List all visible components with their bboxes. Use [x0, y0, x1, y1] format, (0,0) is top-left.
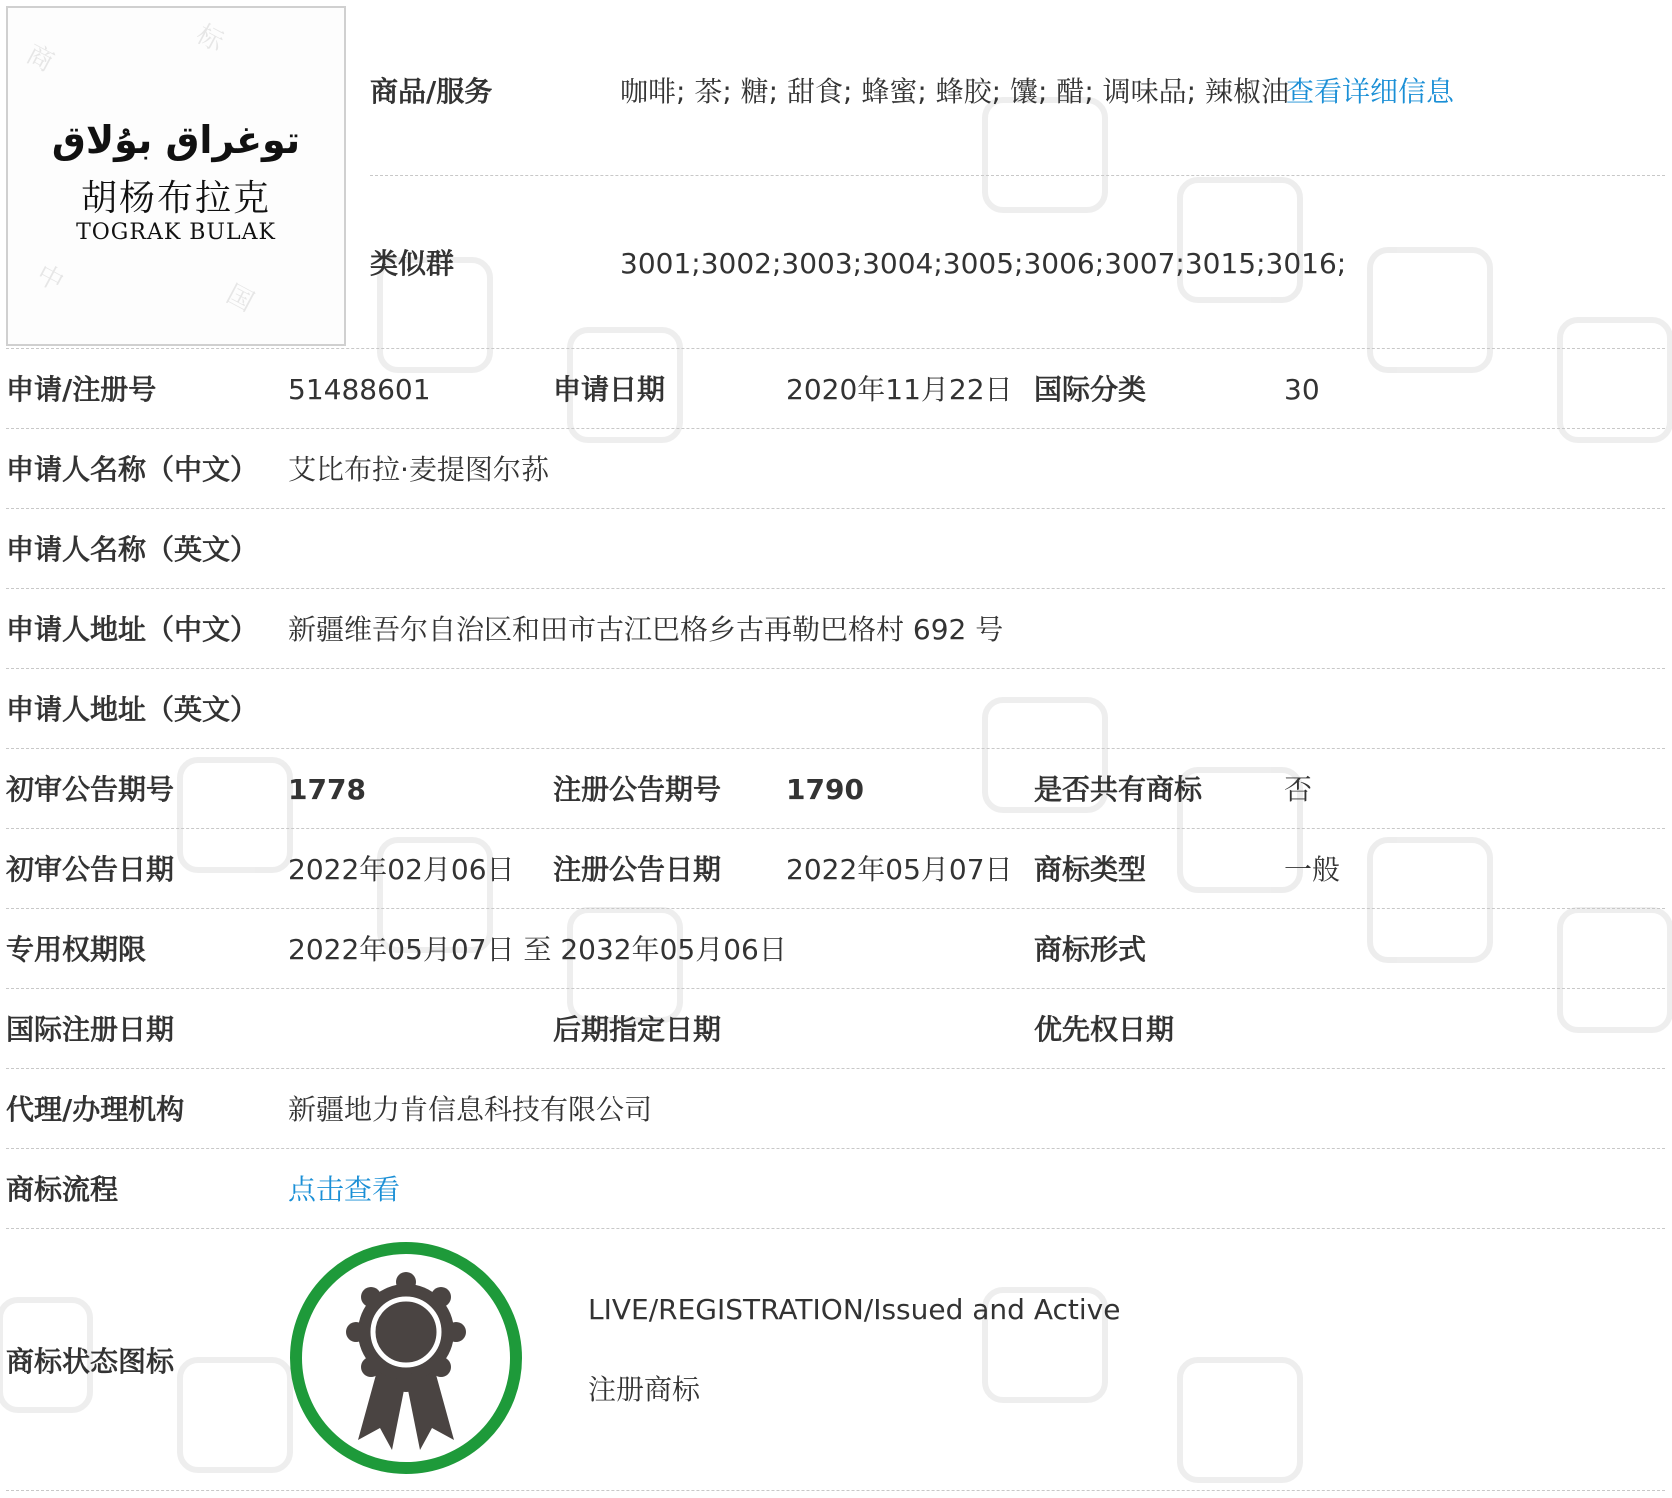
- reg-date-label: 注册公告日期: [553, 853, 722, 886]
- applicant-name-en-label: 申请人名称（英文）: [6, 533, 259, 566]
- prelim-date-label: 初审公告日期: [6, 853, 175, 886]
- logo-watermark: 标: [191, 19, 229, 59]
- logo-watermark: 商: [21, 39, 59, 79]
- intl-class-label: 国际分类: [1034, 373, 1147, 406]
- apply-date-label: 申请日期: [553, 373, 666, 406]
- logo-arabic-text: توغراق بۇلاق: [51, 118, 301, 162]
- logo-watermark: 国: [221, 279, 259, 319]
- status-english-text: LIVE/REGISTRATION/Issued and Active: [588, 1293, 1121, 1326]
- trademark-logo-image: [6, 6, 346, 346]
- divider: [6, 1228, 1665, 1229]
- intl-reg-date-label: 国际注册日期: [6, 1013, 175, 1046]
- reg-issue-value: 1790: [786, 773, 864, 806]
- divider: [6, 1490, 1665, 1491]
- reg-number-label: 申请/注册号: [6, 373, 157, 406]
- goods-services-value: 咖啡; 茶; 糖; 甜食; 蜂蜜; 蜂胶; 馕; 醋; 调味品; 辣椒油: [620, 75, 1290, 108]
- agency-label: 代理/办理机构: [6, 1093, 185, 1126]
- reg-number-value: 51488601: [288, 373, 431, 406]
- status-chinese-text: 注册商标: [588, 1373, 701, 1406]
- exclusive-term-value: 2022年05月07日 至 2032年05月06日: [288, 933, 787, 966]
- reg-issue-label: 注册公告期号: [553, 773, 722, 806]
- similar-group-label: 类似群: [370, 247, 455, 280]
- divider: [6, 908, 1665, 909]
- divider: [6, 748, 1665, 749]
- exclusive-term-label: 专用权期限: [6, 933, 147, 966]
- divider: [6, 1068, 1665, 1069]
- view-details-link[interactable]: 查看详细信息: [1286, 75, 1455, 108]
- logo-chinese-text: 胡杨布拉克: [80, 178, 271, 219]
- divider: [6, 1148, 1665, 1149]
- prelim-issue-label: 初审公告期号: [6, 773, 175, 806]
- trademark-process-label: 商标流程: [6, 1173, 119, 1206]
- applicant-name-cn-value: 艾比布拉·麦提图尔荪: [288, 453, 549, 486]
- status-icon-label: 商标状态图标: [6, 1345, 175, 1378]
- applicant-address-cn-value: 新疆维吾尔自治区和田市古江巴格乡古再勒巴格村 692 号: [288, 613, 1004, 646]
- goods-services-label: 商品/服务: [370, 75, 493, 108]
- trademark-type-label: 商标类型: [1034, 853, 1147, 886]
- trademark-type-value: 一般: [1284, 853, 1341, 886]
- logo-english-text: TOGRAK BULAK: [76, 220, 276, 245]
- logo-watermark: 中: [31, 259, 69, 299]
- reg-date-value: 2022年05月07日: [786, 853, 1013, 886]
- intl-class-value: 30: [1284, 373, 1320, 406]
- divider: [6, 988, 1665, 989]
- agency-value: 新疆地力肯信息科技有限公司: [288, 1093, 653, 1126]
- divider: [6, 588, 1665, 589]
- applicant-address-cn-label: 申请人地址（中文）: [6, 613, 259, 646]
- view-process-link[interactable]: 点击查看: [288, 1173, 401, 1206]
- applicant-address-en-label: 申请人地址（英文）: [6, 693, 259, 726]
- prelim-date-value: 2022年02月06日: [288, 853, 515, 886]
- divider: [370, 175, 1665, 176]
- priority-date-label: 优先权日期: [1034, 1013, 1175, 1046]
- award-medal-icon: [288, 1240, 524, 1476]
- divider: [6, 428, 1665, 429]
- apply-date-value: 2020年11月22日: [786, 373, 1013, 406]
- applicant-name-cn-label: 申请人名称（中文）: [6, 453, 259, 486]
- trademark-form-label: 商标形式: [1034, 933, 1147, 966]
- shared-trademark-value: 否: [1284, 773, 1313, 806]
- divider: [6, 508, 1665, 509]
- prelim-issue-value: 1778: [288, 773, 366, 806]
- shared-trademark-label: 是否共有商标: [1034, 773, 1203, 806]
- later-designation-label: 后期指定日期: [553, 1013, 722, 1046]
- divider: [6, 828, 1665, 829]
- divider: [6, 668, 1665, 669]
- divider: [6, 348, 1665, 349]
- similar-group-value: 3001;3002;3003;3004;3005;3006;3007;3015;3016;: [620, 247, 1347, 280]
